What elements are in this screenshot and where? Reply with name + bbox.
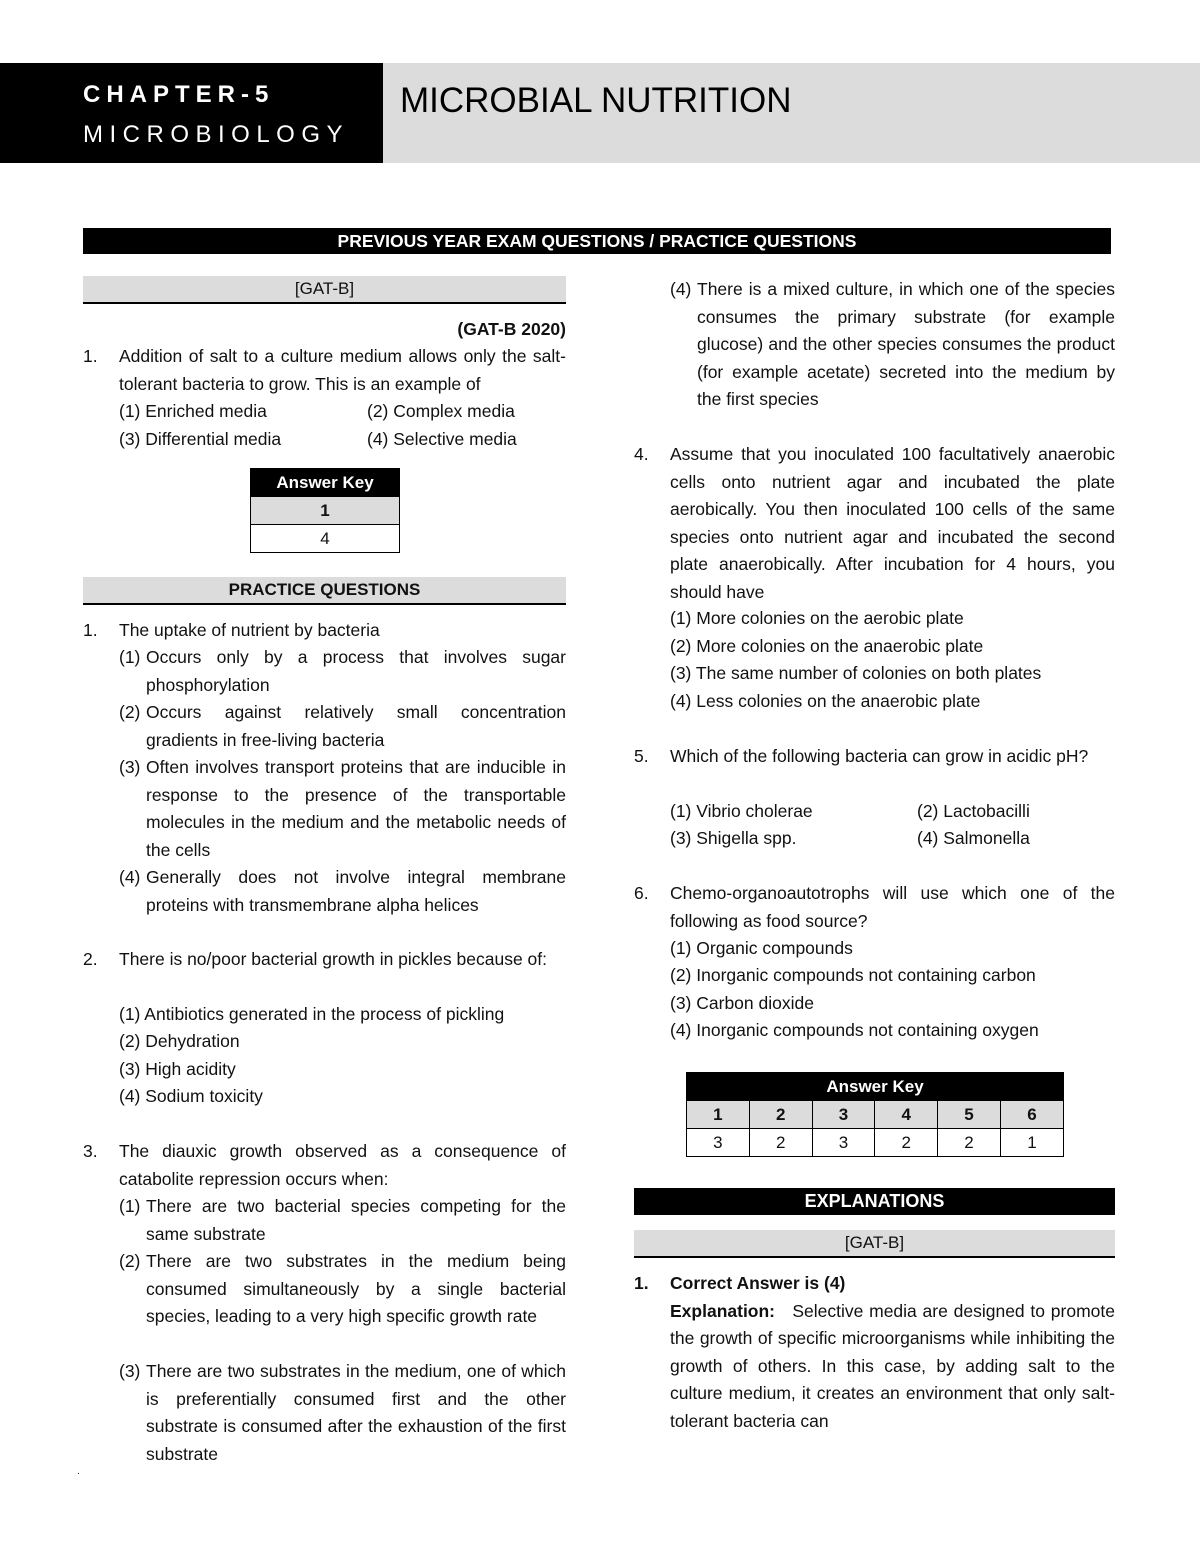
option: (2) Dehydration: [119, 1031, 240, 1051]
practice-question-4: [634, 441, 1115, 609]
option: [119, 1193, 566, 1249]
option: (4) Inorganic compounds not containing oxygen: [670, 1020, 1039, 1040]
question-number: 4.: [634, 444, 649, 464]
answer-key-answer: 3: [687, 1129, 750, 1157]
answer-key-title: Answer Key: [687, 1073, 1064, 1101]
explanations-heading: EXPLANATIONS: [634, 1188, 1115, 1215]
option: (4) Selective media: [367, 429, 517, 449]
option-number: (1): [119, 647, 141, 667]
option-text: There are two substrates in the medium, one of which is preferentially consumed first and the other substrate is consumed after the exhaustion of the first substrate: [146, 1361, 566, 1464]
option: (1) Enriched media: [119, 401, 267, 421]
answer-key-answer: 1: [1000, 1129, 1063, 1157]
question-text: The uptake of nutrient by bacteria: [119, 620, 380, 640]
option: (2) Complex media: [367, 401, 515, 421]
explanations-sub-heading: [GAT-B]: [634, 1230, 1115, 1258]
option: [119, 754, 566, 866]
gatb-heading: [GAT-B]: [83, 276, 566, 304]
option: (2) More colonies on the anaerobic plate: [670, 636, 984, 656]
option-text: There are two substrates in the medium being consumed simultaneously by a single bacterial species, leading to a very high specific growth rate: [146, 1251, 566, 1326]
option-number: (3): [119, 1361, 141, 1381]
explanation-label: Explanation:: [670, 1300, 776, 1321]
option: [119, 864, 566, 920]
option: [670, 276, 1115, 416]
option: (1) Organic compounds: [670, 938, 853, 958]
option: (3) Differential media: [119, 429, 282, 449]
option-number: (4): [670, 279, 692, 299]
question-number: 1.: [83, 620, 98, 640]
section-banner: PREVIOUS YEAR EXAM QUESTIONS / PRACTICE QUESTIONS: [83, 228, 1111, 254]
option-text: Occurs only by a process that involves sugar phosphorylation: [146, 647, 566, 695]
question-text: Which of the following bacteria can grow in acidic pH?: [670, 746, 1089, 766]
answer-key-title: Answer Key: [251, 469, 400, 497]
option: [119, 1358, 566, 1470]
question-text: The diauxic growth observed as a consequence of catabolite repression occurs when:: [119, 1141, 566, 1189]
option-number: (3): [119, 757, 141, 777]
answer-key-question: 1: [687, 1101, 750, 1129]
option: [119, 1248, 566, 1360]
question-number: 6.: [634, 883, 649, 903]
page-title: MICROBIAL NUTRITION: [400, 81, 792, 120]
explanation-1: [634, 1270, 1115, 1440]
option-number: (4): [119, 867, 141, 887]
option: (4) Sodium toxicity: [119, 1086, 263, 1106]
practice-question-5: [634, 743, 1115, 799]
option-text: Often involves transport proteins that are inducible in response to the presence of the transportable molecules in the medium and the metabolic needs of the cells: [146, 757, 566, 860]
answer-key-question: 3: [812, 1101, 875, 1129]
option-number: (2): [119, 702, 141, 722]
option-number: (2): [119, 1251, 141, 1271]
answer-key-question: 4: [875, 1101, 938, 1129]
practice-question-2: [83, 946, 566, 1002]
answer-key-table-practice: [686, 1072, 1064, 1157]
option: (3) High acidity: [119, 1059, 236, 1079]
chapter-block: [0, 63, 383, 163]
question-number: 1.: [83, 346, 98, 366]
option: (2) Inorganic compounds not containing carbon: [670, 965, 1036, 985]
option-number: (1): [119, 1196, 141, 1216]
explanation-text: Selective media are designed to promote the growth of specific microorganisms while inhibiting the growth of others. In this case, by adding salt to the culture medium, it creates an environment that only salt-tolerant bacteria can: [670, 1300, 1115, 1431]
practice-question-3: [83, 1138, 566, 1194]
question-text: Addition of salt to a culture medium allows only the salt-tolerant bacteria to grow. This is an example of: [119, 346, 566, 394]
answer-key-question: 2: [749, 1101, 812, 1129]
answer-key-question: 6: [1000, 1101, 1063, 1129]
question-number: 5.: [634, 746, 649, 766]
option: (3) The same number of colonies on both plates: [670, 663, 1042, 683]
chapter-label: CHAPTER-5: [83, 81, 275, 108]
explanation-body: [670, 1270, 1115, 1435]
option: (1) Antibiotics generated in the process of pickling: [119, 1004, 505, 1024]
practice-heading: PRACTICE QUESTIONS: [83, 577, 566, 605]
explanation-number: 1.: [634, 1273, 649, 1293]
correct-answer: Correct Answer is (4): [670, 1273, 846, 1293]
option: [119, 699, 566, 755]
practice-question-1: [83, 617, 566, 645]
answer-key-question: 1: [251, 497, 400, 525]
option: (4) Salmonella: [917, 828, 1030, 848]
question-number: 2.: [83, 949, 98, 969]
question-number: 3.: [83, 1141, 98, 1161]
option-text: There are two bacterial species competing for the same substrate: [146, 1196, 566, 1244]
question-text: There is no/poor bacterial growth in pickles because of:: [119, 949, 548, 969]
subject-label: MICROBIOLOGY: [83, 121, 350, 148]
title-block: [383, 63, 1200, 163]
answer-key-question: 5: [938, 1101, 1001, 1129]
option: (1) More colonies on the aerobic plate: [670, 608, 964, 628]
option-text: Occurs against relatively small concentration gradients in free-living bacteria: [146, 702, 566, 750]
option: (3) Shigella spp.: [670, 828, 797, 848]
option: (1) Vibrio cholerae: [670, 801, 813, 821]
answer-key-answer: 2: [749, 1129, 812, 1157]
option: [119, 644, 566, 700]
option: (2) Lactobacilli: [917, 801, 1030, 821]
gatb-question-1: [83, 343, 566, 399]
exam-tag: (GAT-B 2020): [457, 319, 566, 339]
practice-question-6: [634, 880, 1115, 936]
question-text: Assume that you inoculated 100 facultatively anaerobic cells onto nutrient agar and incubated the plate aerobically. You then inoculated 100 cells of the same species onto nutrient agar and incubated the second plate anaerobically. After incubation for 4 hours, you should have: [670, 444, 1115, 602]
answer-key-table-gatb: [250, 468, 400, 553]
footer-mark: .: [77, 1466, 80, 1477]
option-text: There is a mixed culture, in which one of the species consumes the primary substrate (for example glucose) and the other species consumes the product (for example acetate) secreted into the medium by the first species: [697, 279, 1115, 409]
question-text: Chemo-organoautotrophs will use which one of the following as food source?: [670, 883, 1115, 931]
option: (3) Carbon dioxide: [670, 993, 814, 1013]
answer-key-answer: 2: [938, 1129, 1001, 1157]
answer-key-answer: 4: [251, 525, 400, 553]
option-text: Generally does not involve integral membrane proteins with transmembrane alpha helices: [146, 867, 566, 915]
answer-key-answer: 3: [812, 1129, 875, 1157]
answer-key-answer: 2: [875, 1129, 938, 1157]
option: (4) Less colonies on the anaerobic plate: [670, 691, 981, 711]
